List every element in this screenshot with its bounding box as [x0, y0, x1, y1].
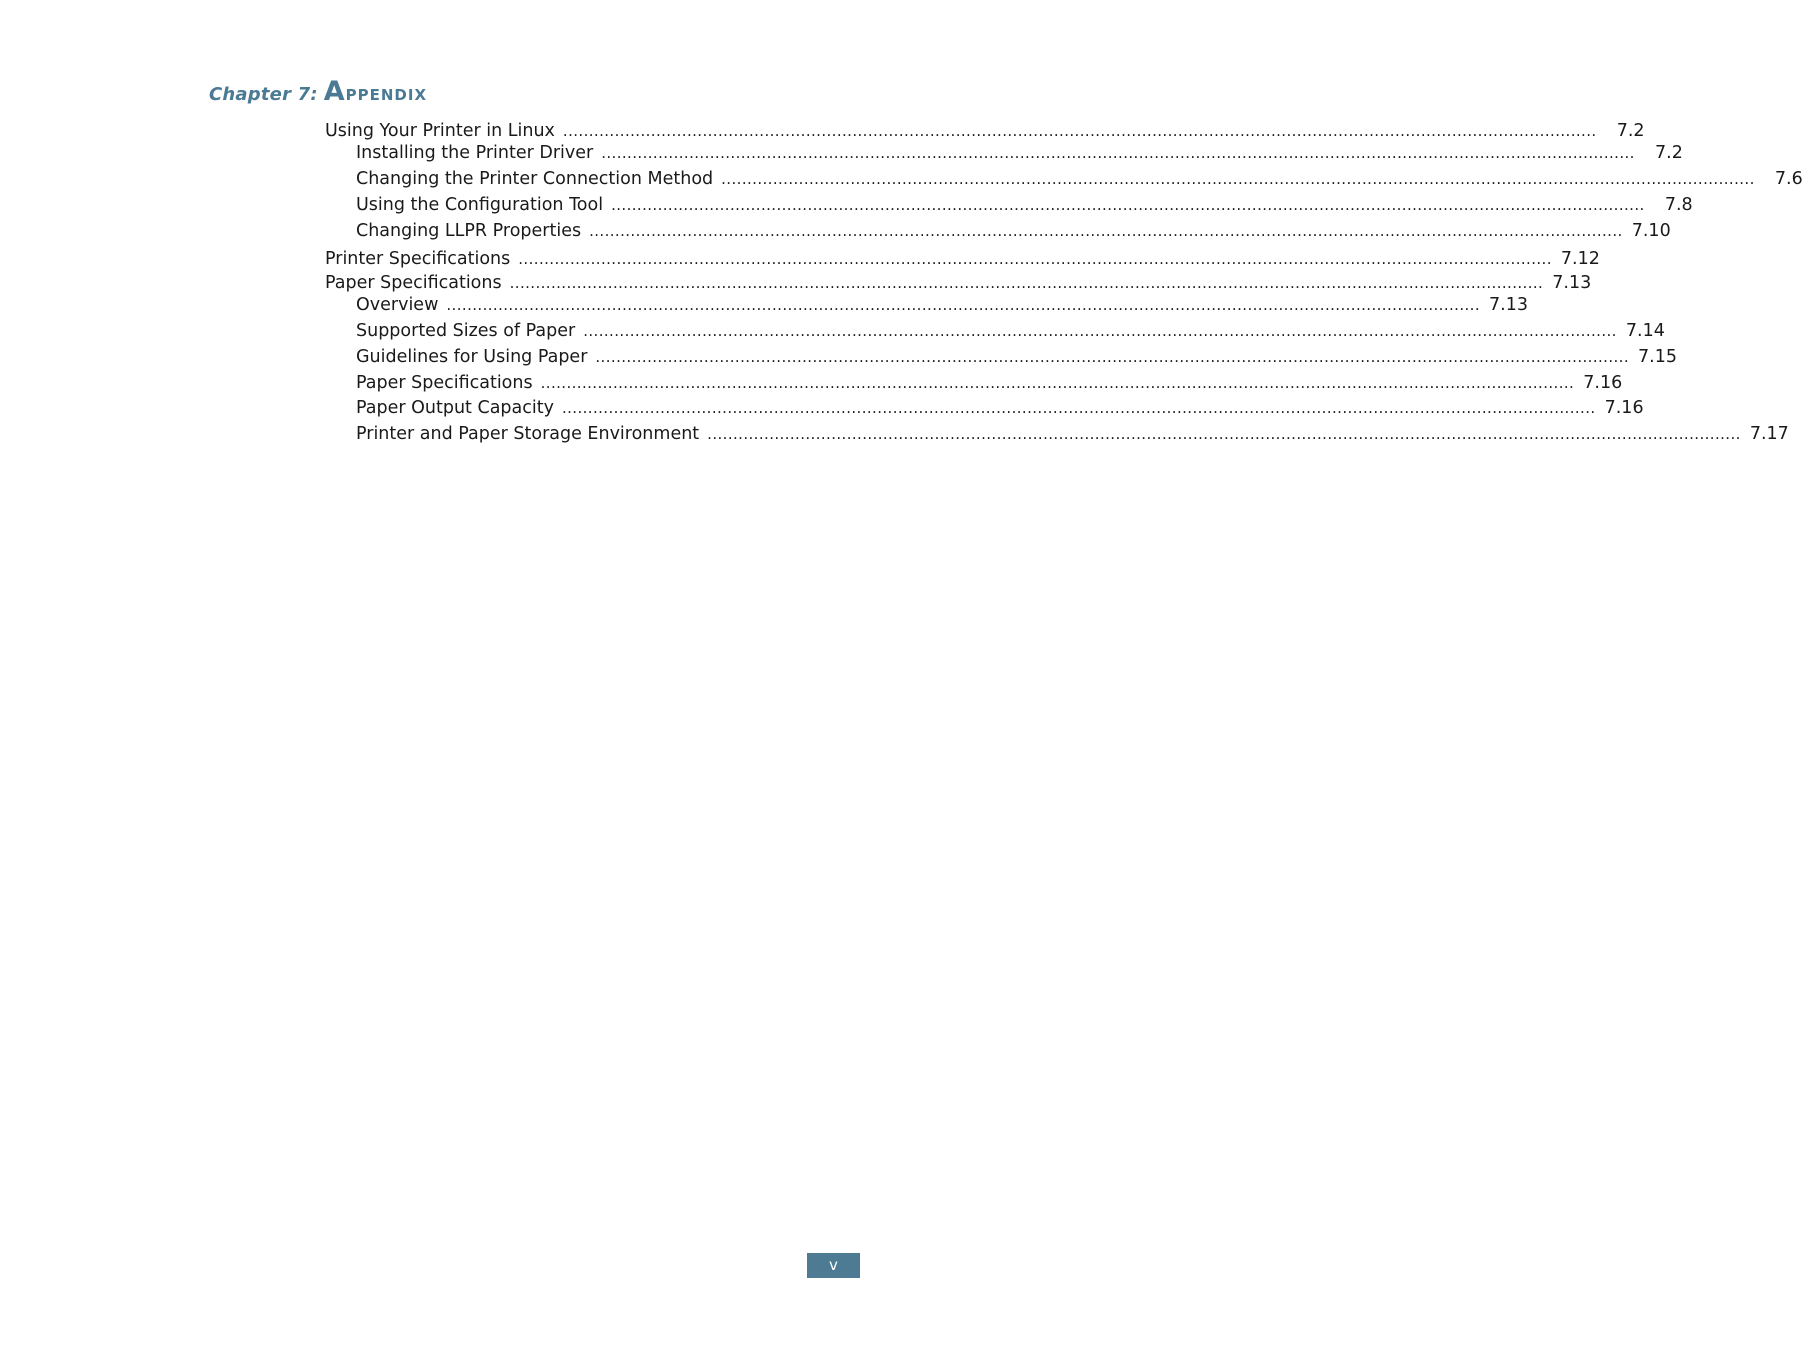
- toc-entry-page: 7.16: [1604, 398, 1644, 418]
- toc-entry[interactable]: [356, 219, 1671, 243]
- toc-entry-page: 7.2: [1655, 143, 1683, 163]
- toc-entry-page: 7.13: [1489, 295, 1529, 315]
- chapter-label: Chapter 7:: [209, 84, 318, 105]
- toc-leader-dots: ........................................................................................................................................................................................................: [721, 170, 1755, 188]
- toc-entry-page: 7.15: [1638, 347, 1678, 367]
- toc-entry[interactable]: [356, 319, 1665, 343]
- toc-entry[interactable]: [325, 271, 1592, 295]
- toc-leader-dots: ........................................................................................................................................................................................................: [518, 250, 1552, 268]
- chapter-title-initial: A: [323, 76, 346, 107]
- toc-entry-page: 7.13: [1552, 273, 1592, 293]
- toc-entry-title: Printer and Paper Storage Environment: [356, 424, 700, 444]
- toc-entry[interactable]: [356, 141, 1683, 165]
- toc-entry[interactable]: [356, 345, 1678, 369]
- toc-entry-title: Overview: [356, 295, 439, 315]
- toc-leader-dots: ........................................................................................................................................................................................................: [707, 425, 1741, 443]
- toc-entry-title: Supported Sizes of Paper: [356, 321, 576, 341]
- toc-leader-dots: ........................................................................................................................................................................................................: [583, 322, 1617, 340]
- toc-leader-dots: ........................................................................................................................................................................................................: [540, 374, 1575, 392]
- toc-entry[interactable]: [356, 396, 1644, 420]
- toc-entry-title: Guidelines for Using Paper: [356, 347, 588, 367]
- toc-entry-title: Printer Specifications: [325, 249, 511, 269]
- toc-entry-title: Paper Specifications: [356, 373, 533, 393]
- chapter-title-rest: ppendix: [345, 81, 428, 105]
- chapter-title: [323, 76, 428, 107]
- toc-leader-dots: ........................................................................................................................................................................................................: [562, 122, 1597, 140]
- toc-entry-page: 7.10: [1631, 221, 1671, 241]
- toc-entry[interactable]: [356, 371, 1623, 395]
- toc-leader-dots: ........................................................................................................................................................................................................: [509, 274, 1544, 292]
- toc-leader-dots: ........................................................................................................................................................................................................: [611, 196, 1645, 214]
- toc-leader-dots: ........................................................................................................................................................................................................: [589, 222, 1623, 240]
- toc-entry[interactable]: [356, 293, 1529, 317]
- toc-entry-page: 7.12: [1560, 249, 1600, 269]
- toc-entry-page: 7.17: [1749, 424, 1789, 444]
- page-number-badge: v: [807, 1253, 860, 1278]
- toc-entry[interactable]: [356, 193, 1693, 217]
- toc-entry-page: 7.8: [1664, 195, 1693, 215]
- toc-entry[interactable]: [325, 247, 1600, 271]
- toc-entry-title: Using the Configuration Tool: [356, 195, 604, 215]
- toc-entry-title: Installing the Printer Driver: [356, 143, 594, 163]
- toc-entry[interactable]: [356, 167, 1803, 191]
- toc-entry-title: Paper Output Capacity: [356, 398, 554, 418]
- toc-entry-page: 7.16: [1583, 373, 1623, 393]
- toc-leader-dots: ........................................................................................................................................................................................................: [595, 348, 1630, 366]
- toc-entry-title: Using Your Printer in Linux: [325, 121, 555, 141]
- toc-entry-page: 7.14: [1625, 321, 1665, 341]
- toc-entry-title: Changing the Printer Connection Method: [356, 169, 714, 189]
- toc-entry-page: 7.6: [1774, 169, 1803, 189]
- toc-leader-dots: ........................................................................................................................................................................................................: [561, 399, 1596, 417]
- toc-leader-dots: ........................................................................................................................................................................................................: [446, 296, 1481, 314]
- toc-entry-title: Changing LLPR Properties: [356, 221, 582, 241]
- chapter-heading: [209, 76, 427, 110]
- toc-entry-page: 7.2: [1616, 121, 1645, 141]
- toc-entry[interactable]: [325, 119, 1645, 143]
- toc-entry[interactable]: [356, 422, 1789, 446]
- toc-leader-dots: ........................................................................................................................................................................................................: [601, 144, 1635, 162]
- toc-entry-title: Paper Specifications: [325, 273, 502, 293]
